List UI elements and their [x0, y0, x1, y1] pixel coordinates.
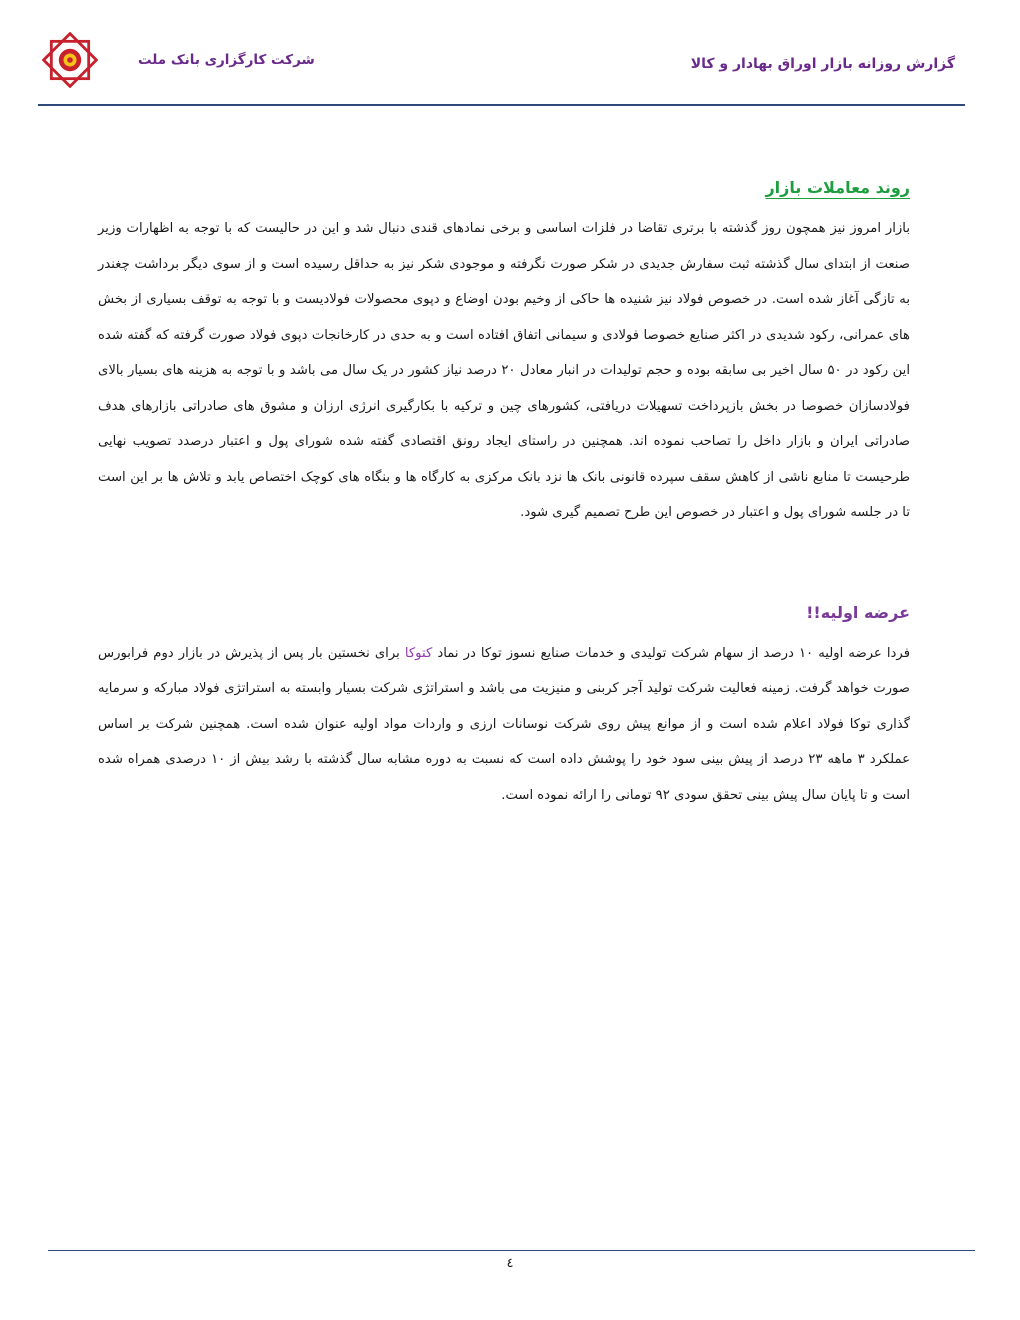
page-header	[38, 22, 965, 104]
ipo-section	[98, 603, 910, 814]
ipo-text-after: برای نخستین بار پس از پذیرش در بازار دوم فرابورس صورت خواهد گرفت. زمینه فعالیت شرکت تولید آجر کربنی و منیزیت می باشد و استراتژی شرکت بسیار وابسته به استراتژی فولاد مبارکه و سرمایه گذاری توکا فولاد اعلام شده است و از موانع پیش روی شرکت نوسانات ارزی و واردات مواد اولیه عنوان شده است. همچنین شرکت بر اساس عملکرد ۳ ماهه ۲۳ درصد از پیش بینی سود خود را پوشش داده است که نسبت به دوره مشابه سال گذشته با رشد بیش از ۱۰ درصدی همراه شده است و تا پایان سال پیش بینی تحقق سودی ۹۲ تومانی را ارائه نموده است.	[98, 645, 911, 803]
report-content	[98, 178, 910, 813]
ipo-paragraph	[98, 636, 910, 814]
market-trend-heading: روند معاملات بازار	[765, 178, 910, 197]
market-trend-paragraph: بازار امروز نیز همچون روز گذشته با برتری تقاضا در فلزات اساسی و برخی نمادهای قندی دنبال شد و این در حالیست که با توجه به اظهارات وزیر صنعت از ابتدای سال گذشته ثبت سفارش جدیدی در شکر صورت نگرفته و موجودی شکر نیز به حداقل رسیده است و از سوی دیگر برداشت چغندر به تازگی آغاز شده است. در خصوص فولاد نیز شنیده ها حاکی از وخیم بودن اوضاع و دپوی محصولات فولادیست و با توجه به توقف بسیاری از بخش های عمرانی، رکود شدیدی در اکثر صنایع خصوصا فولادی و سیمانی اتفاق افتاده است و به حدی در کارخانجات دپوی فولاد صورت گرفته که گفته شده این رکود در ۵۰ سال اخیر بی سابقه بوده و حجم تولیدات در انبار معادل ۲۰ درصد نیاز کشور در یک سال می باشد و با توجه به هزینه های بسیار بالای فولادسازان خصوصا در بخش بازپرداخت تسهیلات دریافتی، کشورهای چین و ترکیه با بکارگیری انرژی ارزان و مشوق های صادراتی بازارهای هدف صادراتی ایران و بازار داخل را تصاحب نموده اند. همچنین در راستای ایجاد رونق اقتصادی گفته شده شورای پول و اعتبار درصدد تصویب نهایی طرحیست تا منابع ناشی از کاهش سقف سپرده قانونی بانک ها نزد بانک مرکزی به کارگاه ها و بنگاه های کوچک اختصاص یابد و تلاش ها بر این است تا در جلسه شورای پول و اعتبار در خصوص این طرح تصمیم گیری شود.	[98, 221, 910, 520]
ipo-text-before: فردا عرضه اولیه ۱۰ درصد از سهام شرکت تولیدی و خدمات صنایع نسوز توکا در نماد	[432, 645, 911, 661]
market-trend-section	[98, 178, 910, 531]
ticker-symbol: کتوکا	[404, 645, 433, 661]
header-divider	[38, 104, 965, 106]
company-name: شرکت کارگزاری بانک ملت	[138, 52, 315, 68]
report-title: گزارش روزانه بازار اوراق بهادار و کالا	[690, 56, 955, 72]
ipo-heading: عرضه اولیه!!	[806, 602, 910, 622]
bank-mellat-logo-icon	[42, 32, 98, 88]
footer-divider	[48, 1250, 975, 1251]
page-number: ٤	[506, 1256, 514, 1271]
